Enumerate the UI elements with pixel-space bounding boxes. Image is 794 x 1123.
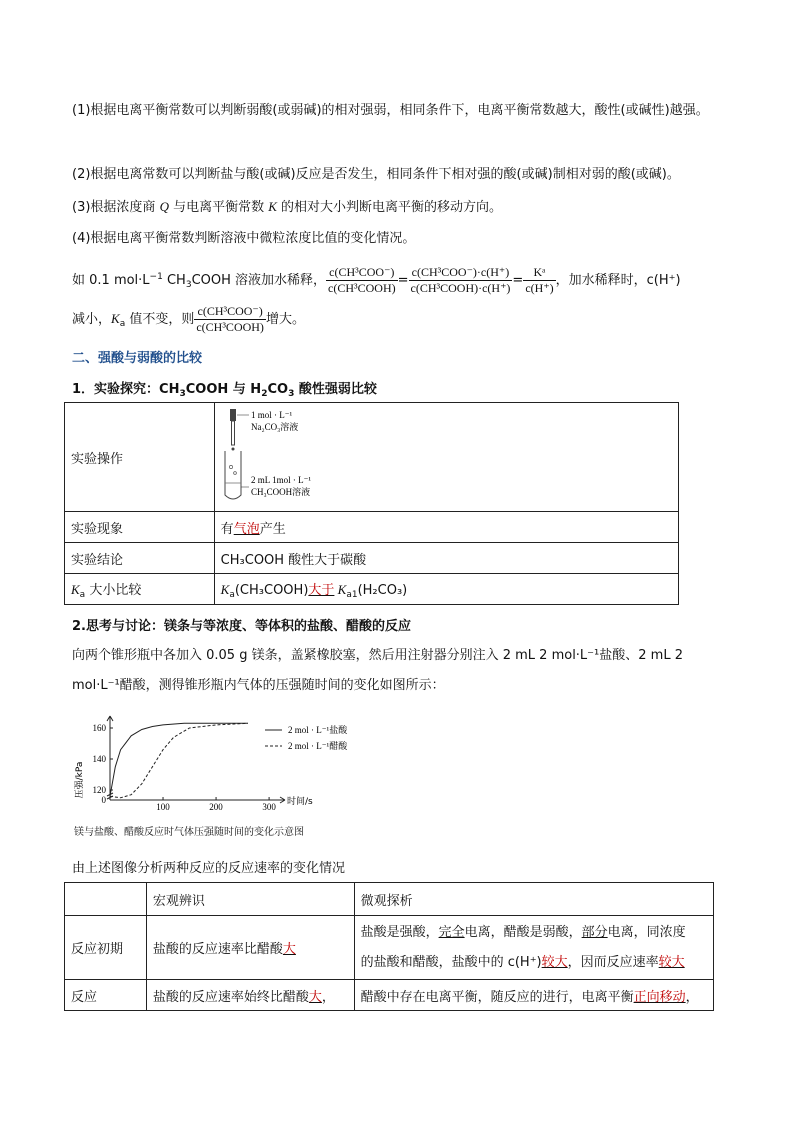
x-tick-label: 300: [262, 802, 276, 812]
fraction-3-num: Kᵃ: [523, 265, 555, 281]
row1-micro-answer-partial: 部分: [581, 924, 608, 940]
fraction-4-den: c(CH³COOH): [196, 320, 264, 334]
point-3-k: K: [268, 199, 277, 214]
phenomenon-cell: [214, 512, 678, 543]
table-row: [65, 403, 679, 512]
example-tail: ，加水稀释时，c(H⁺): [555, 273, 681, 288]
point-3-text-a: (3)根据浓度商: [72, 200, 160, 215]
row1-label: 反应初期: [65, 916, 147, 980]
example-ka-sub: a: [119, 319, 126, 329]
point-4: [72, 228, 724, 250]
header-micro: 微观探析: [354, 883, 713, 916]
bubble-2: [233, 472, 236, 475]
point-4-text: (4)根据电离平衡常数判断溶液中微粒浓度比值的变化情况。: [72, 231, 416, 246]
example-ka: K: [111, 311, 120, 326]
row2-label: 反应: [65, 980, 147, 1011]
row1-micro-answer-complete: 完全: [438, 924, 465, 940]
fraction-4: [194, 304, 266, 335]
table-row: [65, 512, 679, 543]
diagram-label-4: CH₃COOH溶液: [250, 487, 310, 497]
row2-micro-a: 醋酸中存在电离平衡，随反应的进行，电离平衡: [360, 989, 634, 1005]
equals-2: =: [512, 273, 524, 288]
y-axis-label: 压强/kPa: [75, 761, 85, 799]
header-empty: [65, 883, 147, 916]
diagram-label-2: Na₂CO₃溶液: [250, 422, 298, 432]
ka-e: (H₂CO₃): [357, 582, 408, 598]
table-row: [65, 543, 679, 574]
row1-macro-answer: 大: [282, 942, 296, 957]
sub1-s3: 3: [288, 389, 295, 399]
series-line-hydrochloric: [110, 723, 248, 796]
bubble-1: [229, 465, 232, 468]
ka-compare-cell: [214, 574, 678, 605]
example-lead: 如 0.1 mol·L: [72, 273, 150, 288]
subsection-2-body-1: 向两个锥形瓶中各加入 0.05 g 镁条，盖紧橡胶塞，然后用注射器分别注入 2 mL 2 mol·L⁻¹盐酸、2 mL 2: [72, 648, 683, 663]
row1-micro: [354, 916, 713, 980]
y-tick-label: 0: [101, 795, 106, 805]
ka-answer: 大于: [308, 582, 335, 598]
fraction-4-num: c(CH³COO⁻): [194, 304, 266, 320]
fraction-2: [409, 265, 513, 296]
conclusion-cell: CH₃COOH 酸性大于碳酸: [214, 543, 678, 574]
point-3-text-b: 与电离平衡常数: [168, 200, 269, 215]
point-3-q: Q: [159, 199, 169, 214]
phenomenon-a: 有: [220, 521, 234, 537]
ka-label-sub: a: [79, 589, 86, 600]
example-line-2: [72, 300, 724, 343]
row1-micro-line-2: [361, 948, 707, 978]
row1-micro-2a: 的盐酸和醋酸，盐酸中的 c(H⁺): [360, 954, 542, 970]
sub1-s1: 3: [179, 389, 186, 399]
sub1-d: 酸性强弱比较: [294, 382, 377, 397]
row1-micro-1c: 电离，醋酸是弱酸，: [464, 924, 582, 940]
row2-macro: [146, 980, 354, 1011]
row1-micro-answer-larger-2: 较大: [658, 954, 685, 970]
point-1-text: (1)根据电离平衡常数可以判断弱酸(或弱碱)的相对强弱，相同条件下，电离平衡常数越大，酸性(或碱性)越强。: [72, 103, 709, 118]
chart-lines: [110, 723, 248, 798]
fraction-3: [523, 265, 555, 296]
point-1: [72, 100, 724, 122]
example-line2-c: 增大。: [265, 312, 305, 327]
equals-1: =: [397, 273, 409, 288]
row1-micro-1a: 盐酸是强酸，: [360, 924, 439, 940]
ka-a-sub: a: [229, 589, 235, 600]
point-3: [72, 196, 724, 219]
section-2-title: 二、强酸与弱酸的比较: [72, 351, 203, 366]
drop: [231, 448, 234, 451]
dropper-bulb: [230, 409, 236, 421]
row-label-ka: [65, 574, 215, 605]
subsection-2-title: 2.思考与讨论：镁条与等浓度、等体积的盐酸、醋酸的反应: [72, 619, 411, 634]
sub1-b: COOH 与 H: [185, 382, 262, 397]
y-tick-label: 140: [92, 754, 106, 764]
row-label-phenomenon: 实验现象: [65, 512, 215, 543]
experiment-diagram-cell: [214, 403, 678, 512]
dropper-tube: [231, 421, 234, 445]
example-lead-b: CH: [162, 273, 186, 288]
ka-d-sub: a1: [346, 589, 358, 600]
fraction-1-num: c(CH³COO⁻): [326, 265, 398, 281]
ka-b: (CH₃COOH): [234, 582, 309, 598]
row1-micro-2c: ，因而反应速率: [567, 954, 659, 970]
chart-caption: 镁与盐酸、醋酸反应时气体压强随时间的变化示意图: [74, 827, 304, 838]
row-label-operation: 实验操作: [65, 403, 215, 512]
fraction-2-den: c(CH³COOH)·c(H⁺): [410, 281, 511, 295]
test-tube-diagram: [215, 403, 415, 507]
y-tick-label: 160: [92, 723, 106, 733]
analysis-intro: 由上述图像分析两种反应的反应速率的变化情况: [72, 861, 346, 876]
fraction-2-num: c(CH³COO⁻)·c(H⁺): [409, 265, 513, 281]
fraction-1-den: c(CH³COOH): [328, 281, 396, 295]
ka-a: K: [220, 581, 230, 597]
row2-macro-answer: 大: [308, 989, 322, 1005]
row2-micro: [354, 980, 713, 1011]
experiment-table: [64, 402, 679, 605]
row2-micro-answer: 正向移动: [633, 989, 686, 1005]
row-label-conclusion: 实验结论: [65, 543, 215, 574]
analysis-table: [64, 882, 714, 1011]
sub1-s2: 2: [261, 389, 268, 399]
row1-macro: [146, 916, 354, 980]
subsection-2-body-2: mol·L⁻¹醋酸，测得锥形瓶内气体的压强随时间的变化如图所示：: [72, 678, 445, 693]
x-tick-label: 200: [209, 802, 223, 812]
fraction-3-den: c(H⁺): [525, 281, 554, 295]
legend-label: 2 mol · L⁻¹盐酸: [288, 725, 348, 735]
fraction-1: [326, 265, 398, 296]
example-lead-c: COOH 溶液加水稀释，: [191, 273, 327, 288]
point-2: [72, 164, 724, 186]
y-tick-label: 120: [92, 785, 106, 795]
header-macro: 宏观辨识: [146, 883, 354, 916]
example-line2-b: 值不变，则: [125, 312, 195, 327]
point-3-text-c: 的相对大小判断电离平衡的移动方向。: [276, 200, 503, 215]
chart-axes: [107, 716, 285, 803]
example-line-1: [72, 258, 724, 304]
phenomenon-answer: 气泡: [233, 521, 260, 537]
row2-micro-c: ，: [685, 989, 699, 1005]
row1-micro-answer-larger-1: 较大: [541, 954, 568, 970]
diagram-label-3: 2 mL 1mol · L⁻¹: [250, 475, 311, 485]
series-line-acetic: [110, 723, 248, 798]
table-row: [65, 980, 714, 1011]
table-row: [65, 916, 714, 980]
example-lead-sub: 3: [185, 280, 192, 290]
row1-micro-line-1: [361, 918, 707, 948]
sub1-a: 1．实验探究：CH: [72, 382, 180, 397]
row2-macro-c: ，: [321, 989, 335, 1005]
example-lead-exp: −1: [149, 272, 163, 282]
sub1-c: CO: [267, 382, 289, 397]
row1-macro-a: 盐酸的反应速率比醋酸: [152, 942, 283, 957]
table-row: [65, 883, 714, 916]
diagram-label-1: 1 mol · L⁻¹: [250, 410, 292, 420]
example-line2-a: 减小，: [72, 312, 112, 327]
x-axis-label: 时间/s: [287, 797, 313, 807]
legend-label: 2 mol · L⁻¹醋酸: [288, 741, 348, 751]
x-tick-label: 100: [156, 802, 170, 812]
row1-micro-1e: 电离，同浓度: [607, 924, 686, 940]
ka-label-rest: 大小比较: [85, 582, 142, 598]
point-2-text: (2)根据电离常数可以判断盐与酸(或碱)反应是否发生，相同条件下相对强的酸(或碱)制相对弱的酸(或碱)。: [72, 167, 680, 182]
ka-label-k: K: [71, 581, 80, 597]
test-tube: [225, 451, 241, 499]
subsection-1-title: [72, 378, 377, 399]
row2-macro-a: 盐酸的反应速率始终比醋酸: [152, 989, 309, 1005]
table-row: [65, 574, 679, 605]
ka-d: K: [334, 581, 347, 597]
phenomenon-c: 产生: [259, 521, 286, 537]
